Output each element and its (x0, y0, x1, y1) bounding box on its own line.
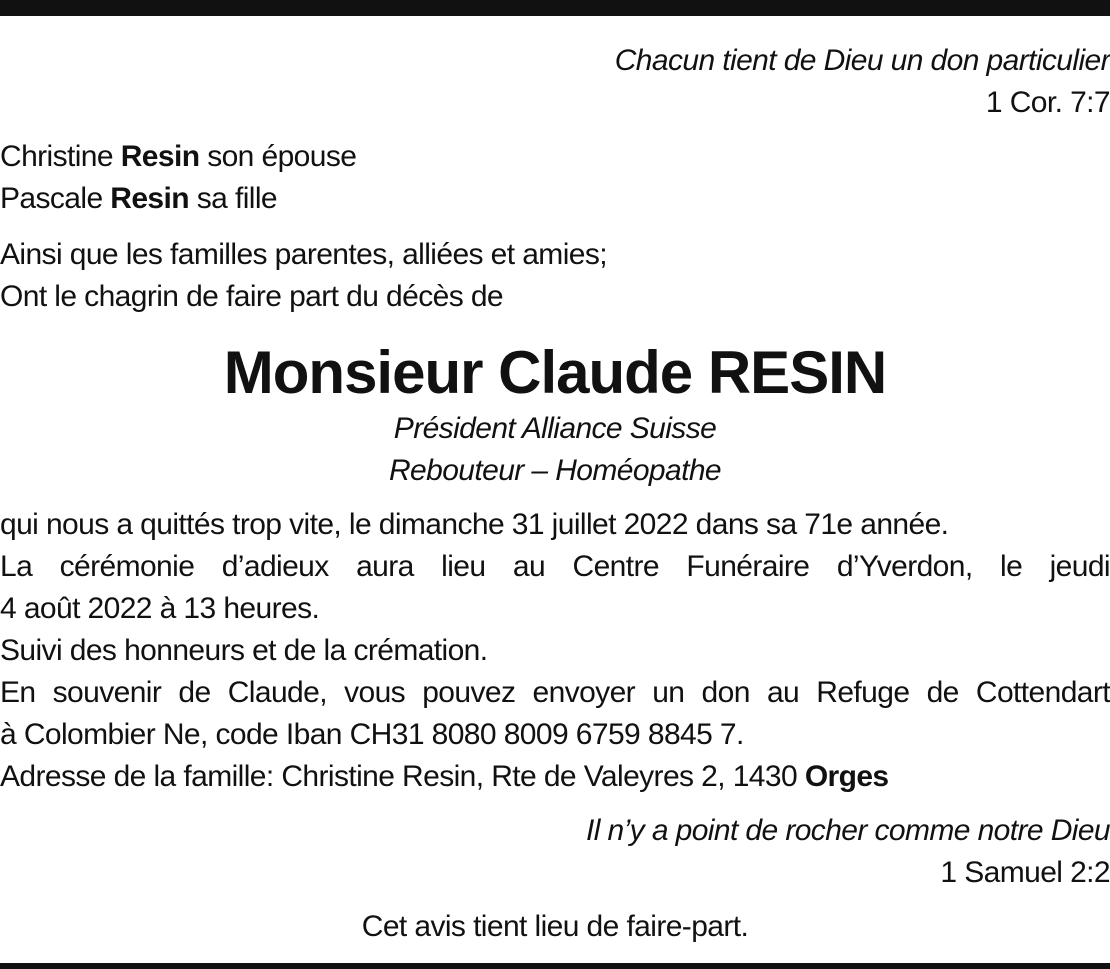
body-line-ceremony-date: 4 août 2022 à 13 heures. (0, 592, 320, 625)
deceased-title-2: Rebouteur – Homéopathe (388, 454, 722, 487)
body-line-donation: En souvenir de Claude, vous pouvez envoyer un don au Refuge de Cottendart (0, 676, 1110, 709)
intro-families: Ainsi que les familles parentes, alliées et amies; (0, 238, 607, 271)
deceased-name: Monsieur Claude RESIN (223, 339, 887, 406)
family-last-name: Resin (110, 182, 189, 215)
body-line-address (0, 758, 1110, 796)
body-line-ceremony: La cérémonie d’adieux aura lieu au Centre Funéraire d’Yverdon, le jeudi (0, 550, 1110, 583)
deceased-title-1: Président Alliance Suisse (393, 412, 717, 445)
address-text: Adresse de la famille: Christine Resin, Rte de Valeyres 2, 1430 (0, 760, 798, 793)
family-first-name: Pascale (0, 182, 103, 215)
bottom-rule (0, 963, 1110, 969)
verse-bottom-reference: 1 Samuel 2:2 (940, 856, 1110, 889)
top-rule (0, 0, 1110, 16)
family-first-name: Christine (0, 140, 113, 173)
family-last-name: Resin (120, 140, 200, 173)
family-relation: sa fille (196, 182, 277, 215)
body-line-passing: qui nous a quittés trop vite, le dimanche 31 juillet 2022 dans sa 71e année. (0, 508, 949, 541)
family-relation: son épouse (207, 140, 357, 173)
footer-note: Cet avis tient lieu de faire-part. (361, 910, 749, 943)
family-member-spouse (0, 138, 1110, 176)
body-line-honors: Suivi des honneurs et de la crémation. (0, 634, 488, 667)
body-line-iban: à Colombier Ne, code Iban CH31 8080 8009 6759 8845 7. (0, 718, 744, 751)
verse-top-reference: 1 Cor. 7:7 (985, 86, 1110, 119)
family-member-daughter (0, 180, 1110, 218)
intro-announcement: Ont le chagrin de faire part du décès de (0, 280, 503, 313)
verse-top-text: Chacun tient de Dieu un don particulier (614, 44, 1110, 77)
verse-bottom-text: Il n’y a point de rocher comme notre Dieu (586, 814, 1110, 847)
address-city: Orges (804, 760, 889, 793)
